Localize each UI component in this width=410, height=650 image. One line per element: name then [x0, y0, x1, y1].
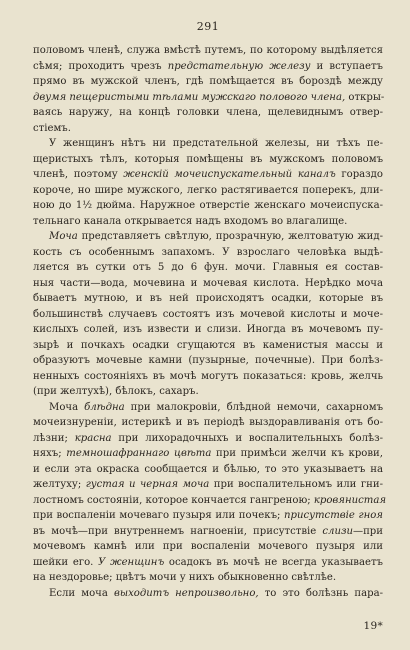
text-run: (при желтухѣ), бѣлокъ, сахаръ. [33, 386, 199, 397]
text-run: Моча [49, 401, 85, 413]
italic-term: присутствіе гноя [284, 510, 383, 521]
text-line [33, 214, 383, 230]
text-run: шейки его. [33, 556, 99, 568]
text-run: то это болѣзнь пара- [258, 587, 384, 599]
italic-term: кровянистая [313, 494, 387, 506]
text-line [33, 508, 383, 524]
text-run: лостномъ состояніи, которое кончается гангреною; [33, 494, 314, 506]
text-run: кость съ особеннымъ запахомъ. У взрослаго человѣка выдѣ- [33, 246, 383, 258]
text-run: зырѣ и почкахъ осадки сгущаются въ каменистыя массы и [33, 339, 383, 351]
text-line [33, 338, 383, 354]
text-line [33, 322, 383, 338]
text-line [33, 152, 383, 168]
text-run: короче, но шире мужского, легко растягивается поперекъ, дли- [33, 184, 383, 196]
text-line [33, 570, 383, 586]
text-run: ляется въ сутки отъ 5 до 6 фун. мочи. Главныя ея состав- [33, 262, 383, 273]
text-run: —при [352, 525, 383, 537]
text-run: при лихорадочныхъ и воспалительныхъ болѣз- [111, 432, 383, 444]
text-run: желтуху; [33, 479, 86, 490]
text-line [33, 90, 383, 106]
text-run: стіемъ. [33, 122, 71, 134]
text-run: большинствѣ случаевъ состоятъ изъ мочевой кислоты и моче- [33, 308, 383, 320]
text-run: ненныхъ состояніяхъ въ мочѣ могутъ показаться: кровь, желчь [33, 370, 383, 382]
text-run: мочевомъ камнѣ или при воспаленіи мочевого пузыря или [33, 541, 383, 552]
page-number: 291 [196, 20, 220, 33]
text-run: бываетъ мутною, и въ ней происходятъ осадки, которые въ [33, 293, 383, 304]
text-line [33, 136, 383, 152]
italic-term: темношафраннаго цвѣта [66, 448, 212, 459]
text-run: при воспаленіи мочеваго пузыря или почекъ; [33, 510, 285, 521]
text-line [33, 493, 387, 509]
text-run: членѣ, поэтому [33, 169, 124, 180]
text-run: и вступаетъ [310, 60, 383, 72]
text-run: при малокровіи, блѣдной немочи, сахарномъ [124, 401, 384, 413]
italic-term: женскій мочеиспускательный каналъ [123, 169, 336, 180]
text-line [33, 446, 383, 462]
text-run: въ мочѣ—при внутреннемъ нагноеніи, присутствіе [33, 525, 323, 537]
text-line [33, 431, 383, 447]
italic-term: слизи [322, 525, 353, 537]
text-line [33, 59, 383, 75]
italic-term: У женщинъ [98, 556, 165, 568]
text-run: ною до 1½ дюйма. Наружное отверстіе женскаго мочеиспуска- [33, 200, 383, 211]
text-line [33, 555, 383, 571]
italic-term: предстательную железу [167, 60, 311, 72]
text-line [33, 260, 383, 276]
text-line [33, 167, 383, 183]
text-line [33, 105, 383, 121]
text-line [33, 307, 383, 323]
text-line [33, 43, 383, 59]
text-line [33, 183, 383, 199]
italic-term: блѣдна [84, 401, 125, 413]
text-line [33, 353, 383, 369]
signature-mark: 19* [363, 620, 383, 632]
text-line [33, 524, 383, 540]
italic-term: густая и черная моча [85, 479, 210, 490]
italic-term: двумя пещеристыми тѣлами мужскаго полового члена, [33, 91, 346, 103]
text-line [33, 245, 383, 261]
text-line [33, 229, 383, 245]
text-run: няхъ; [33, 448, 67, 459]
body-text [33, 43, 387, 601]
text-run: щеристыхъ тѣлъ, которыя помѣщены въ мужскомъ половомъ [33, 153, 383, 165]
text-run: прямо въ мужской членъ, гдѣ помѣщается въ бороздѣ между [33, 76, 383, 87]
text-line [33, 291, 383, 307]
text-run: откры- [345, 91, 385, 103]
text-line [33, 539, 383, 555]
text-line [33, 400, 383, 416]
text-line [33, 369, 383, 385]
text-line [33, 415, 383, 431]
text-run: Если моча [49, 587, 114, 599]
text-run: осадокъ въ мочѣ не всегда указываетъ [164, 556, 383, 568]
text-run: У женщинъ нѣтъ ни предстательной железы, ни тѣхъ пе- [49, 138, 383, 149]
text-line [33, 477, 383, 493]
text-run: ныя части—вода, мочевина и мочевая кислота. Нерѣдко моча [33, 277, 383, 289]
text-run: ваясь наружу, на концѣ головки члена, щелевиднымъ отвер- [33, 107, 383, 118]
text-line [33, 384, 383, 400]
text-run: кислыхъ солей, изъ извести и слизи. Иногда въ мочевомъ пу- [33, 324, 383, 335]
text-line [33, 198, 383, 214]
text-run: при примѣси желчи къ крови, [211, 448, 383, 459]
italic-term: Моча [49, 231, 78, 242]
text-run: образуютъ мочевые камни (пузырные, почечные). При болѣз- [33, 355, 383, 366]
text-run: при воспалительномъ или гни- [209, 479, 383, 490]
italic-term: красна [74, 432, 112, 444]
text-run: гораздо [335, 169, 383, 180]
text-run: половомъ членѣ, служа вмѣстѣ путемъ, по которому выдѣляется [33, 45, 383, 56]
text-run: сѣмя; проходитъ чрезъ [33, 60, 168, 72]
text-run: и если эта окраска сообщается и бѣлью, то это указываетъ на [33, 463, 383, 475]
text-line [33, 462, 383, 478]
text-run: представляетъ свѣтлую, прозрачную, желтоватую жид- [77, 231, 383, 242]
text-run: на нездоровье; цвѣтъ мочи у нихъ обыкновенно свѣтлѣе. [33, 572, 337, 583]
text-line [33, 586, 383, 602]
italic-term: выходитъ непроизвольно, [113, 587, 259, 599]
text-run: лѣзни; [33, 432, 75, 444]
text-run: мочеизнуреніи, истерикѣ и въ періодѣ выздоравливанія отъ бо- [33, 417, 383, 428]
text-line [33, 121, 383, 137]
text-line [33, 276, 383, 292]
text-line [33, 74, 383, 90]
text-run: тельнаго канала открывается надъ входомъ во влагалище. [33, 215, 348, 227]
